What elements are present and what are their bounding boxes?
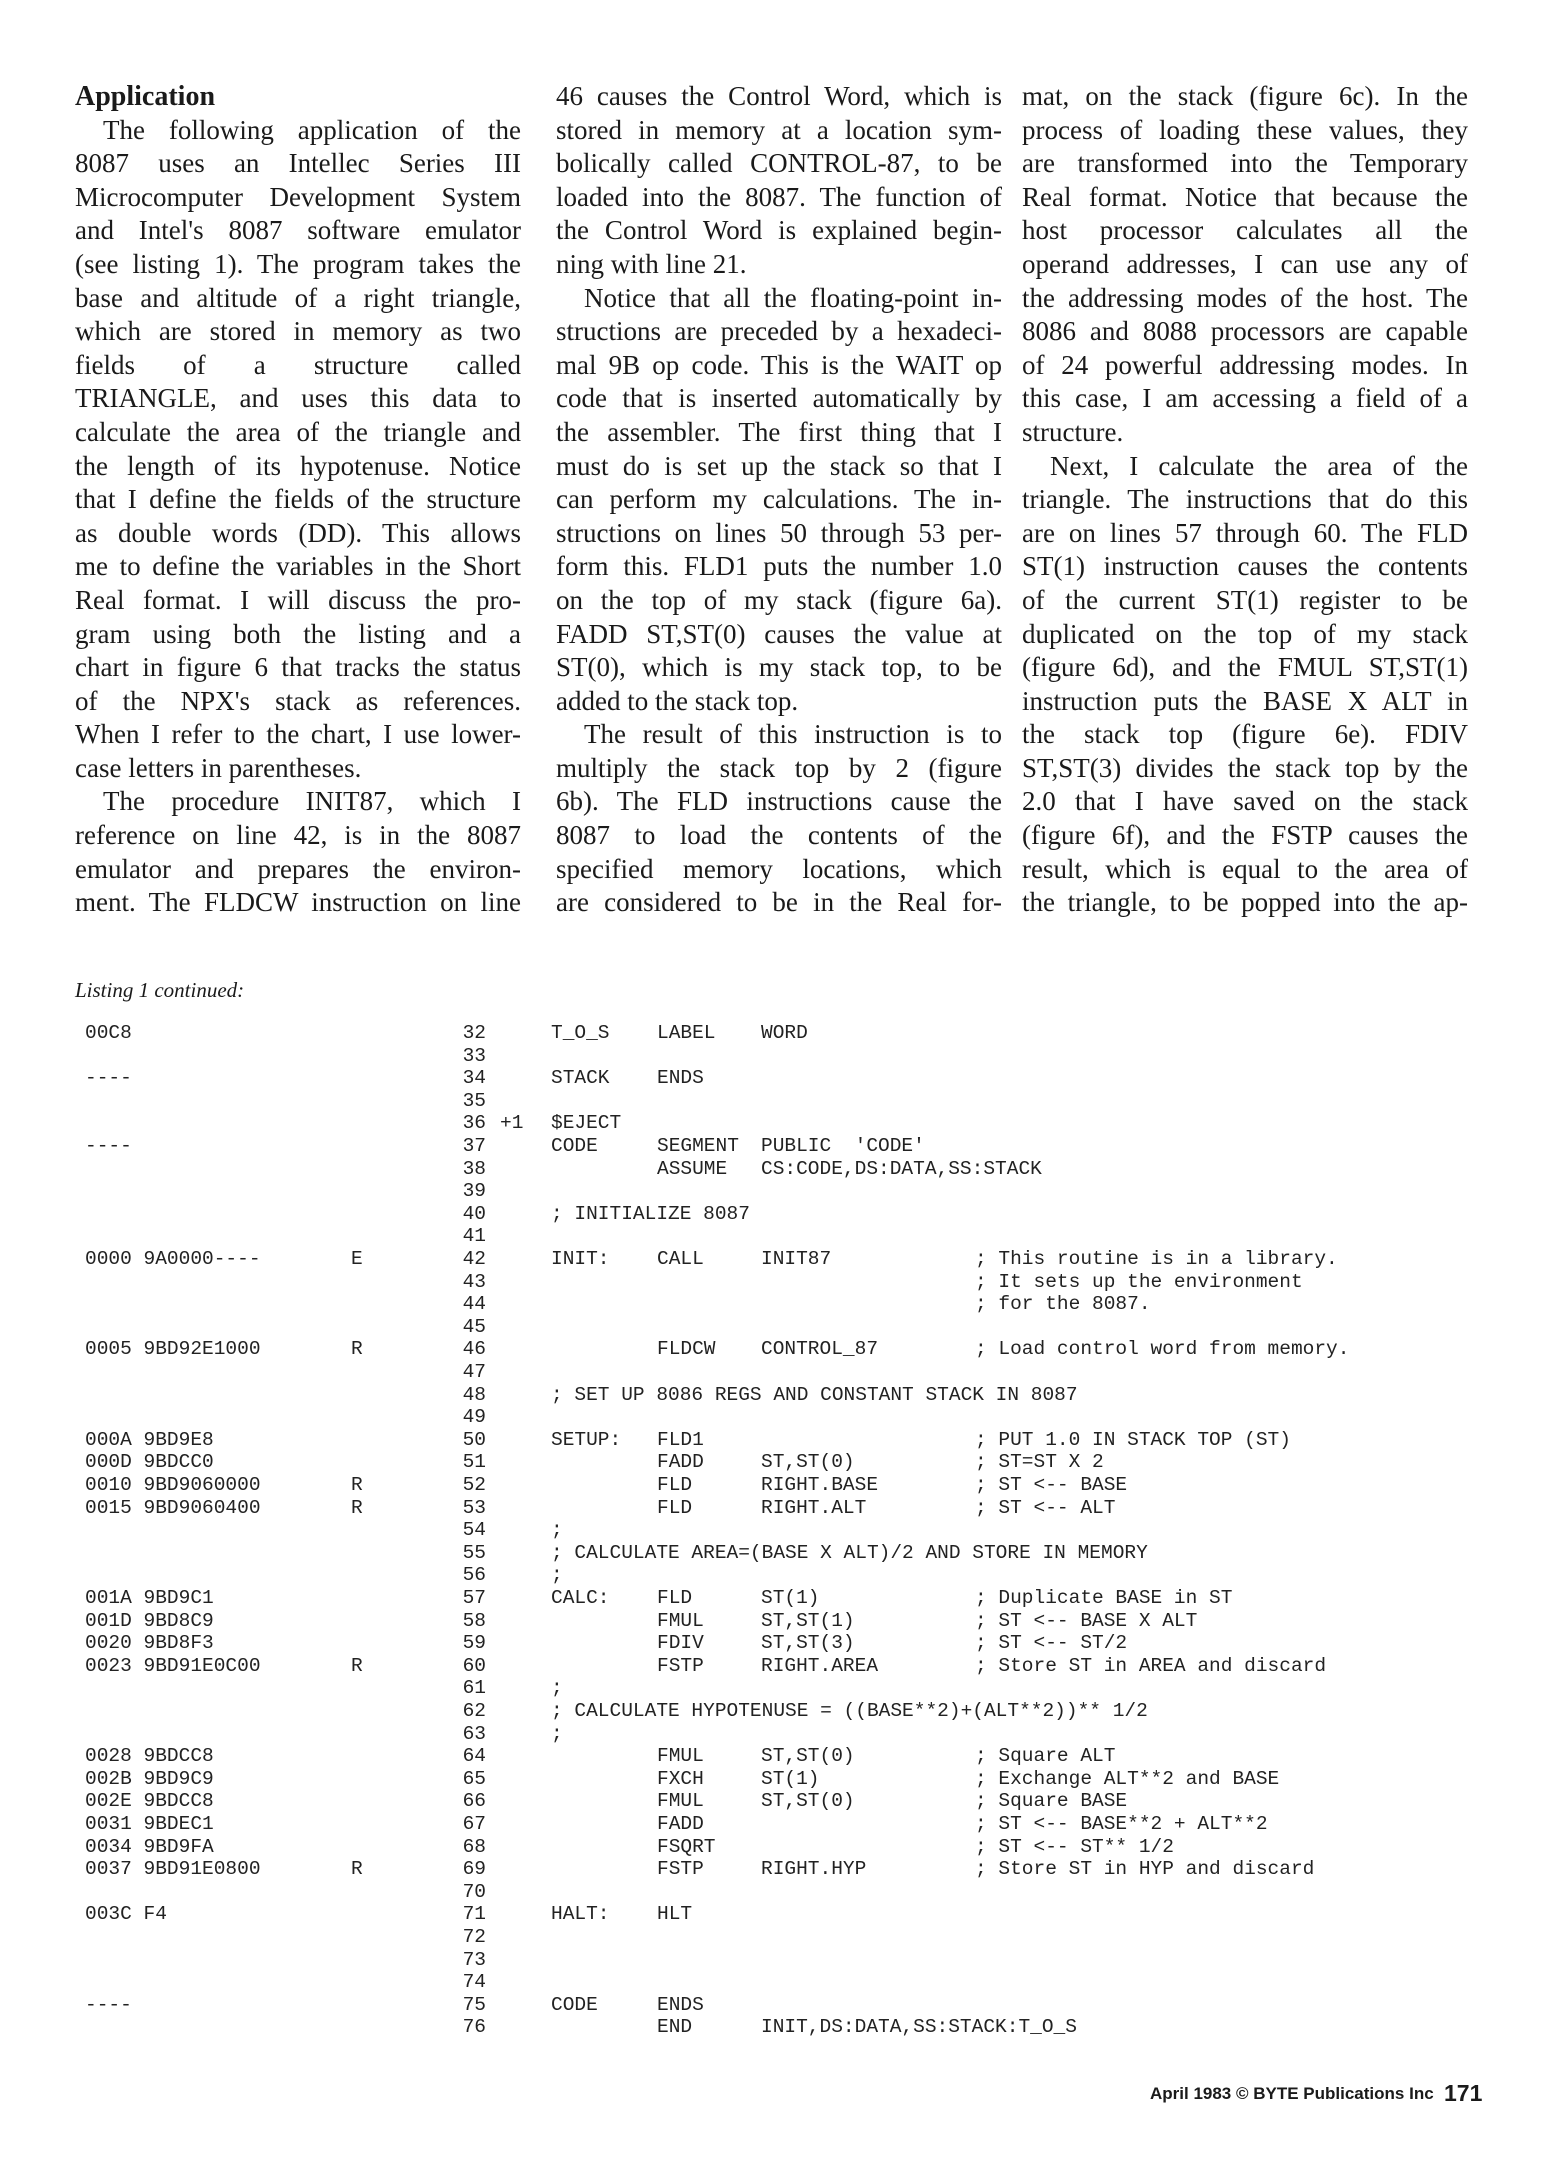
listing-line-number: 68 bbox=[462, 1835, 486, 1858]
paragraph-line: the Control Word is explained begin- bbox=[556, 215, 1002, 246]
paragraph-line: base and altitude of a right triangle, bbox=[75, 282, 521, 313]
listing-comment: ; ST <-- BASE**2 + ALT**2 bbox=[975, 1813, 1268, 1835]
listing-caption: Listing 1 continued: bbox=[75, 978, 245, 1002]
listing-opcode: FSTP bbox=[657, 1858, 704, 1881]
listing-opcode: FADD bbox=[657, 1813, 704, 1835]
listing-row bbox=[0, 1994, 1564, 2016]
listing-row bbox=[0, 1813, 1564, 1835]
listing-opcode: FLD bbox=[657, 1587, 693, 1609]
listing-address: ---- bbox=[85, 1135, 132, 1157]
listing-row bbox=[0, 1316, 1564, 1338]
listing-address: 002B 9BD9C9 bbox=[85, 1767, 214, 1790]
paragraph-line: mat, on the stack (figure 6c). In the bbox=[1022, 81, 1468, 111]
listing-label: CALC: bbox=[551, 1587, 610, 1609]
listing-line-number: 42 bbox=[462, 1248, 486, 1270]
listing-label: ; bbox=[551, 1677, 563, 1700]
paragraph-line: loaded into the 8087. The function of bbox=[556, 181, 1002, 212]
paragraph-line: multiply the stack top by 2 (figure bbox=[556, 752, 1002, 783]
listing-comment: ; It sets up the environment bbox=[975, 1270, 1303, 1293]
page-number: 171 bbox=[1444, 2080, 1483, 2106]
paragraph-line: this case, I am accessing a field of a bbox=[1022, 383, 1468, 414]
paragraph-line: can perform my calculations. The in- bbox=[556, 484, 1002, 515]
paragraph-line: the length of its hypotenuse. Notice bbox=[75, 450, 521, 481]
paragraph-line: structure. bbox=[1022, 416, 1124, 447]
listing-row bbox=[0, 1361, 1564, 1383]
paragraph-line: 8087 to load the contents of the bbox=[556, 820, 1002, 851]
listing-opcode: SEGMENT bbox=[657, 1135, 739, 1157]
paragraph-line: TRIANGLE, and uses this data to bbox=[75, 383, 521, 414]
listing-line-number: 55 bbox=[462, 1541, 486, 1564]
listing-address: ---- bbox=[85, 1993, 132, 2016]
listing-row bbox=[0, 1926, 1564, 1948]
listing-row bbox=[0, 1881, 1564, 1903]
listing-row bbox=[0, 1112, 1564, 1134]
listing-opcode: ASSUME bbox=[657, 1157, 728, 1180]
paragraph-line: added to the stack top. bbox=[556, 685, 799, 716]
listing-comment: ; Square BASE bbox=[975, 1790, 1128, 1813]
paragraph-line: (figure 6f), and the FSTP causes the bbox=[1022, 820, 1468, 851]
listing-reloc-flag: R bbox=[351, 1496, 363, 1519]
paragraph-line: of the current ST(1) register to be bbox=[1022, 584, 1468, 615]
listing-label: ; bbox=[551, 1519, 563, 1542]
listing-row bbox=[0, 1022, 1564, 1044]
section-heading: Application bbox=[75, 81, 216, 112]
paragraph-line: (figure 6d), and the FMUL ST,ST(1) bbox=[1022, 652, 1468, 683]
paragraph-line: of 24 powerful addressing modes. In bbox=[1022, 349, 1468, 380]
listing-opcode: ENDS bbox=[657, 1067, 704, 1090]
listing-line-number: 75 bbox=[462, 1993, 486, 2016]
listing-line-number: 54 bbox=[462, 1519, 486, 1542]
paragraph-line: are transformed into the Temporary bbox=[1022, 148, 1468, 179]
listing-opcode: FADD bbox=[657, 1451, 704, 1474]
listing-address: 003C F4 bbox=[85, 1903, 167, 1926]
listing-row bbox=[0, 1090, 1564, 1112]
listing-line-number: 36 bbox=[462, 1112, 486, 1135]
listing-row bbox=[0, 1745, 1564, 1767]
listing-operand: INIT87 bbox=[761, 1248, 832, 1270]
paragraph-line: ST(1) instruction causes the contents bbox=[1022, 551, 1468, 582]
paragraph-line: process of loading these values, they bbox=[1022, 114, 1468, 145]
listing-operand: RIGHT.AREA bbox=[761, 1654, 879, 1677]
paragraph-line: 8086 and 8088 processors are capable bbox=[1022, 316, 1468, 347]
listing-line-number: 38 bbox=[462, 1157, 486, 1180]
paragraph-line: bolically called CONTROL-87, to be bbox=[556, 148, 1002, 179]
listing-operand: WORD bbox=[761, 1022, 808, 1044]
listing-address: ---- bbox=[85, 1067, 132, 1090]
paragraph-line: 6b). The FLD instructions cause the bbox=[556, 786, 1002, 817]
listing-comment: ; Square ALT bbox=[975, 1745, 1116, 1768]
listing-reloc-flag: E bbox=[351, 1248, 363, 1270]
listing-label: ; INITIALIZE 8087 bbox=[551, 1202, 750, 1225]
listing-include-level: +1 bbox=[500, 1112, 524, 1135]
paragraph-line: gram using both the listing and a bbox=[75, 618, 521, 649]
listing-row bbox=[0, 1519, 1564, 1541]
paragraph-line: of the NPX's stack as references. bbox=[75, 685, 521, 716]
paragraph-line: form this. FLD1 puts the number 1.0 bbox=[556, 551, 1002, 582]
paragraph-line: result, which is equal to the area of bbox=[1022, 853, 1468, 884]
listing-comment: ; ST <-- BASE bbox=[975, 1474, 1128, 1496]
listing-opcode: FLD bbox=[657, 1474, 693, 1496]
paragraph-line: Microcomputer Development System bbox=[75, 181, 521, 212]
listing-operand: RIGHT.HYP bbox=[761, 1858, 867, 1881]
listing-operand: ST(1) bbox=[761, 1767, 820, 1790]
listing-line-number: 51 bbox=[462, 1451, 486, 1474]
paragraph-line: fields of a structure called bbox=[75, 349, 521, 380]
listing-line-number: 56 bbox=[462, 1564, 486, 1587]
paragraph-line: operand addresses, I can use any of bbox=[1022, 248, 1468, 279]
listing-row bbox=[0, 1451, 1564, 1473]
listing-line-number: 66 bbox=[462, 1790, 486, 1813]
listing-opcode: END bbox=[657, 2016, 693, 2039]
paragraph-line: Real format. I will discuss the pro- bbox=[75, 584, 521, 615]
listing-address: 0005 9BD92E1000 bbox=[85, 1338, 261, 1361]
listing-line-number: 37 bbox=[462, 1135, 486, 1157]
listing-comment: ; Store ST in AREA and discard bbox=[975, 1654, 1327, 1677]
paragraph-line: chart in figure 6 that tracks the status bbox=[75, 652, 521, 683]
paragraph-line: The following application of the bbox=[103, 114, 521, 145]
listing-line-number: 46 bbox=[462, 1338, 486, 1361]
listing-line-number: 40 bbox=[462, 1202, 486, 1225]
listing-address: 001A 9BD9C1 bbox=[85, 1587, 214, 1609]
paragraph-line: ning with line 21. bbox=[556, 248, 747, 279]
paragraph-line: which are stored in memory as two bbox=[75, 316, 521, 347]
listing-line-number: 50 bbox=[462, 1428, 486, 1451]
paragraph-line: as double words (DD). This allows bbox=[75, 517, 521, 548]
listing-reloc-flag: R bbox=[351, 1858, 363, 1881]
listing-line-number: 33 bbox=[462, 1044, 486, 1067]
paragraph-line: are considered to be in the Real for- bbox=[556, 887, 1002, 918]
listing-address: 0034 9BD9FA bbox=[85, 1835, 214, 1858]
listing-label: $EJECT bbox=[551, 1112, 622, 1135]
paragraph-line: Notice that all the floating-point in- bbox=[584, 282, 1002, 313]
listing-line-number: 65 bbox=[462, 1767, 486, 1790]
listing-line-number: 48 bbox=[462, 1383, 486, 1406]
paragraph-line: emulator and prepares the environ- bbox=[75, 853, 521, 884]
listing-row bbox=[0, 1203, 1564, 1225]
paragraph-line: specified memory locations, which bbox=[556, 853, 1002, 884]
listing-line-number: 59 bbox=[462, 1632, 486, 1655]
paragraph-line: FADD ST,ST(0) causes the value at bbox=[556, 618, 1002, 649]
listing-row bbox=[0, 1858, 1564, 1880]
listing-address: 0023 9BD91E0C00 bbox=[85, 1654, 261, 1677]
listing-comment: ; This routine is in a library. bbox=[975, 1248, 1338, 1270]
listing-address: 0010 9BD9060000 bbox=[85, 1474, 261, 1496]
listing-opcode: ENDS bbox=[657, 1993, 704, 2016]
paragraph-line: Next, I calculate the area of the bbox=[1050, 450, 1468, 481]
listing-row bbox=[0, 1384, 1564, 1406]
listing-row bbox=[0, 1338, 1564, 1360]
listing-row bbox=[0, 2016, 1564, 2038]
paragraph-line: triangle. The instructions that do this bbox=[1022, 484, 1468, 515]
text-column-1 bbox=[75, 80, 521, 920]
text-column-3 bbox=[1022, 80, 1468, 920]
listing-operand: ST(1) bbox=[761, 1587, 820, 1609]
paragraph-line: Real format. Notice that because the bbox=[1022, 181, 1468, 212]
listing-comment: ; ST=ST X 2 bbox=[975, 1451, 1104, 1474]
listing-label: ; SET UP 8086 REGS AND CONSTANT STACK IN 8087 bbox=[551, 1383, 1078, 1406]
listing-row bbox=[0, 1610, 1564, 1632]
listing-comment: ; ST <-- ALT bbox=[975, 1496, 1116, 1519]
listing-row bbox=[0, 1406, 1564, 1428]
listing-line-number: 35 bbox=[462, 1089, 486, 1112]
paragraph-line: the assembler. The first thing that I bbox=[556, 416, 1002, 447]
listing-row bbox=[0, 1429, 1564, 1451]
listing-row bbox=[0, 1045, 1564, 1067]
listing-line-number: 67 bbox=[462, 1813, 486, 1835]
listing-line-number: 72 bbox=[462, 1926, 486, 1948]
listing-opcode: FDIV bbox=[657, 1632, 704, 1655]
paragraph-line: and Intel's 8087 software emulator bbox=[75, 215, 521, 246]
listing-line-number: 64 bbox=[462, 1745, 486, 1768]
listing-line-number: 32 bbox=[462, 1022, 486, 1044]
paragraph-line: are on lines 57 through 60. The FLD bbox=[1022, 517, 1468, 548]
listing-line-number: 63 bbox=[462, 1722, 486, 1745]
listing-label: ; CALCULATE HYPOTENUSE = ((BASE**2)+(ALT**2))** 1/2 bbox=[551, 1700, 1148, 1722]
paragraph-line: ST,ST(3) divides the stack top by the bbox=[1022, 752, 1468, 783]
paragraph-line: When I refer to the chart, I use lower- bbox=[75, 719, 521, 750]
paragraph-line: (see listing 1). The program takes the bbox=[75, 248, 521, 279]
listing-row bbox=[0, 1632, 1564, 1654]
listing-comment: ; Load control word from memory. bbox=[975, 1338, 1350, 1361]
paragraph-line: structions on lines 50 through 53 per- bbox=[556, 517, 1002, 548]
paragraph-line: mal 9B op code. This is the WAIT op bbox=[556, 349, 1002, 380]
listing-opcode: FXCH bbox=[657, 1767, 704, 1790]
listing-row bbox=[0, 1497, 1564, 1519]
paragraph-line: reference on line 42, is in the 8087 bbox=[75, 820, 521, 851]
listing-line-number: 45 bbox=[462, 1315, 486, 1338]
paragraph-line: the triangle, to be popped into the ap- bbox=[1022, 887, 1468, 918]
listing-address: 0037 9BD91E0800 bbox=[85, 1858, 261, 1881]
listing-operand: PUBLIC 'CODE' bbox=[761, 1135, 925, 1157]
paragraph-line: 46 causes the Control Word, which is bbox=[556, 81, 1002, 111]
listing-opcode: FMUL bbox=[657, 1609, 704, 1632]
paragraph-line: stored in memory at a location sym- bbox=[556, 114, 1002, 145]
paragraph-line: that I define the fields of the structure bbox=[75, 484, 521, 515]
listing-row bbox=[0, 1700, 1564, 1722]
listing-label: T_O_S bbox=[551, 1022, 610, 1044]
listing-opcode: CALL bbox=[657, 1248, 704, 1270]
listing-line-number: 52 bbox=[462, 1474, 486, 1496]
listing-address: 0031 9BDEC1 bbox=[85, 1813, 214, 1835]
paragraph-line: code that is inserted automatically by bbox=[556, 383, 1002, 414]
listing-opcode: FSQRT bbox=[657, 1835, 716, 1858]
paragraph-line: ment. The FLDCW instruction on line bbox=[75, 887, 521, 918]
listing-line-number: 61 bbox=[462, 1677, 486, 1700]
listing-row bbox=[0, 1836, 1564, 1858]
listing-line-number: 73 bbox=[462, 1948, 486, 1971]
listing-line-number: 57 bbox=[462, 1587, 486, 1609]
listing-row bbox=[0, 1790, 1564, 1812]
paragraph-line: ST(0), which is my stack top, to be bbox=[556, 652, 1002, 683]
paragraph-line: instruction puts the BASE X ALT in bbox=[1022, 685, 1468, 716]
listing-label: SETUP: bbox=[551, 1428, 622, 1451]
listing-operand: RIGHT.ALT bbox=[761, 1496, 867, 1519]
listing-row bbox=[0, 1768, 1564, 1790]
listing-operand: ST,ST(3) bbox=[761, 1632, 855, 1655]
listing-opcode: HLT bbox=[657, 1903, 693, 1926]
listing-line-number: 69 bbox=[462, 1858, 486, 1881]
listing-line-number: 60 bbox=[462, 1654, 486, 1677]
listing-row bbox=[0, 1271, 1564, 1293]
listing-operand: RIGHT.BASE bbox=[761, 1474, 879, 1496]
listing-operand: CS:CODE,DS:DATA,SS:STACK bbox=[761, 1157, 1042, 1180]
listing-row bbox=[0, 1542, 1564, 1564]
listing-label: STACK bbox=[551, 1067, 610, 1090]
paragraph-line: must do is set up the stack so that I bbox=[556, 450, 1002, 481]
listing-line-number: 49 bbox=[462, 1406, 486, 1429]
listing-line-number: 44 bbox=[462, 1293, 486, 1316]
listing-line-number: 43 bbox=[462, 1270, 486, 1293]
listing-label: CODE bbox=[551, 1993, 598, 2016]
text-column-2 bbox=[556, 80, 1002, 920]
listing-row bbox=[0, 1158, 1564, 1180]
listing-label: ; bbox=[551, 1564, 563, 1587]
listing-opcode: FLD bbox=[657, 1496, 693, 1519]
listing-operand: ST,ST(1) bbox=[761, 1609, 855, 1632]
listing-line-number: 47 bbox=[462, 1361, 486, 1383]
paragraph-line: 2.0 that I have saved on the stack bbox=[1022, 786, 1468, 817]
listing-row bbox=[0, 1248, 1564, 1270]
listing-opcode: FLD1 bbox=[657, 1428, 704, 1451]
listing-label: HALT: bbox=[551, 1903, 610, 1926]
paragraph-line: me to define the variables in the Short bbox=[75, 551, 521, 582]
listing-opcode: LABEL bbox=[657, 1022, 716, 1044]
listing-row bbox=[0, 1723, 1564, 1745]
listing-line-number: 41 bbox=[462, 1225, 486, 1248]
listing-line-number: 74 bbox=[462, 1971, 486, 1994]
listing-label: ; CALCULATE AREA=(BASE X ALT)/2 AND STORE IN MEMORY bbox=[551, 1541, 1148, 1564]
listing-label: INIT: bbox=[551, 1248, 610, 1270]
paragraph-line: 8087 uses an Intellec Series III bbox=[75, 148, 521, 179]
listing-address: 0028 9BDCC8 bbox=[85, 1745, 214, 1768]
listing-row bbox=[0, 1293, 1564, 1315]
listing-operand: CONTROL_87 bbox=[761, 1338, 879, 1361]
listing-row bbox=[0, 1135, 1564, 1157]
listing-operand: ST,ST(0) bbox=[761, 1745, 855, 1768]
listing-row bbox=[0, 1971, 1564, 1993]
listing-row bbox=[0, 1677, 1564, 1699]
listing-address: 001D 9BD8C9 bbox=[85, 1609, 214, 1632]
listing-row bbox=[0, 1225, 1564, 1247]
listing-comment: ; PUT 1.0 IN STACK TOP (ST) bbox=[975, 1428, 1291, 1451]
paragraph-line: the stack top (figure 6e). FDIV bbox=[1022, 719, 1468, 750]
listing-opcode: FLDCW bbox=[657, 1338, 716, 1361]
listing-line-number: 39 bbox=[462, 1180, 486, 1203]
paragraph-line: on the top of my stack (figure 6a). bbox=[556, 584, 1002, 615]
listing-address: 0020 9BD8F3 bbox=[85, 1632, 214, 1655]
paragraph-line: structions are preceded by a hexadeci- bbox=[556, 316, 1002, 347]
paragraph-line: The procedure INIT87, which I bbox=[103, 786, 521, 817]
listing-row bbox=[0, 1903, 1564, 1925]
listing-address: 000A 9BD9E8 bbox=[85, 1428, 214, 1451]
listing-line-number: 53 bbox=[462, 1496, 486, 1519]
listing-comment: ; ST <-- ST** 1/2 bbox=[975, 1835, 1174, 1858]
listing-opcode: FMUL bbox=[657, 1790, 704, 1813]
listing-row bbox=[0, 1067, 1564, 1089]
listing-opcode: FSTP bbox=[657, 1654, 704, 1677]
listing-comment: ; Exchange ALT**2 and BASE bbox=[975, 1767, 1280, 1790]
listing-row bbox=[0, 1587, 1564, 1609]
listing-line-number: 70 bbox=[462, 1880, 486, 1903]
listing-comment: ; for the 8087. bbox=[975, 1293, 1151, 1316]
listing-line-number: 58 bbox=[462, 1609, 486, 1632]
listing-address: 0000 9A0000---- bbox=[85, 1248, 261, 1270]
paragraph-line: the addressing modes of the host. The bbox=[1022, 282, 1468, 313]
paragraph-line: host processor calculates all the bbox=[1022, 215, 1468, 246]
listing-opcode: FMUL bbox=[657, 1745, 704, 1768]
listing-address: 000D 9BDCC0 bbox=[85, 1451, 214, 1474]
listing-reloc-flag: R bbox=[351, 1654, 363, 1677]
listing-address: 0015 9BD9060400 bbox=[85, 1496, 261, 1519]
listing-row bbox=[0, 1949, 1564, 1971]
listing-address: 00C8 bbox=[85, 1022, 132, 1044]
paragraph-line: calculate the area of the triangle and bbox=[75, 416, 521, 447]
listing-line-number: 71 bbox=[462, 1903, 486, 1926]
listing-operand: ST,ST(0) bbox=[761, 1790, 855, 1813]
listing-comment: ; Duplicate BASE in ST bbox=[975, 1587, 1233, 1609]
listing-comment: ; ST <-- BASE X ALT bbox=[975, 1609, 1198, 1632]
listing-row bbox=[0, 1474, 1564, 1496]
listing-line-number: 76 bbox=[462, 2016, 486, 2039]
paragraph-line: case letters in parentheses. bbox=[75, 752, 362, 783]
listing-address: 002E 9BDCC8 bbox=[85, 1790, 214, 1813]
listing-operand: INIT,DS:DATA,SS:STACK:T_O_S bbox=[761, 2016, 1077, 2039]
listing-row bbox=[0, 1180, 1564, 1202]
listing-label: CODE bbox=[551, 1135, 598, 1157]
listing-comment: ; Store ST in HYP and discard bbox=[975, 1858, 1315, 1881]
listing-label: ; bbox=[551, 1722, 563, 1745]
listing-row bbox=[0, 1564, 1564, 1586]
listing-comment: ; ST <-- ST/2 bbox=[975, 1632, 1128, 1655]
listing-reloc-flag: R bbox=[351, 1474, 363, 1496]
footer-credit: April 1983 © BYTE Publications Inc bbox=[1150, 2084, 1434, 2103]
paragraph-line: The result of this instruction is to bbox=[584, 719, 1002, 750]
listing-reloc-flag: R bbox=[351, 1338, 363, 1361]
listing-line-number: 62 bbox=[462, 1700, 486, 1722]
listing-operand: ST,ST(0) bbox=[761, 1451, 855, 1474]
listing-row bbox=[0, 1655, 1564, 1677]
paragraph-line: duplicated on the top of my stack bbox=[1022, 618, 1468, 649]
listing-line-number: 34 bbox=[462, 1067, 486, 1090]
